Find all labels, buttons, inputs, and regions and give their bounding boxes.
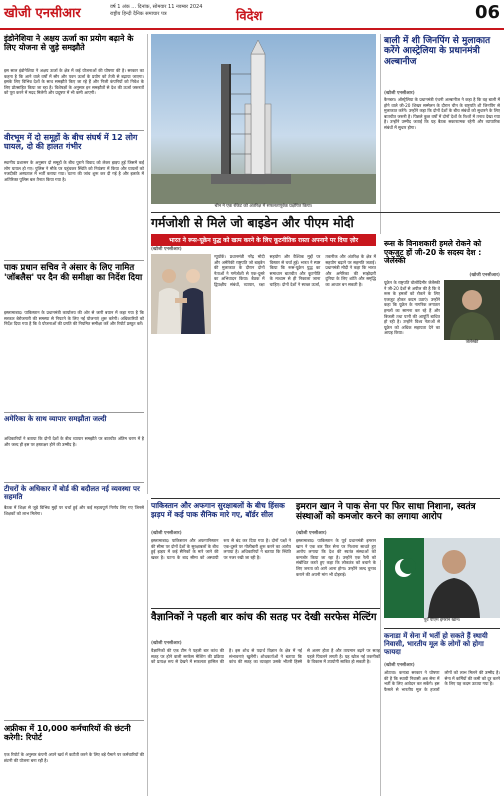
article-body-science: वैज्ञानिकों की एक टीम ने पहली बार कांच की सतह पर होने वाली सरफेस मेल्टिंग की प्रक्रिया को प्रत्यक्ष रूप से देखने में सफलता हासिल की है। इस शोध से पदार्थ विज्ञान के क्षेत्र में नई संभावनाएं खुलेंगी। शोधकर्ताओं ने बताया कि कांच की सतह का व्यवहार उसके भीतरी हिस्से से अलग होता है और तापमान बढ़ने पर सतह पहले पिघलने लगती है। यह खोज नई तकनीकों के विकास में उपयोगी साबित हो सकती है। bbox=[151, 648, 380, 665]
headline-pakistan-strike: पाकिस्तान और अफगान सुरक्षाबलों के बीच हिंसक झड़प में कई पाक सैनिक मारे गए, बॉर्डर सील bbox=[151, 501, 285, 519]
headline-tax: टीचरों के अधिकार में बोर्ड की बदौलत नई व्यवस्था पर सहमति bbox=[4, 485, 140, 502]
article-body-india-us: इस साल इंडोनेशिया ने अक्षय ऊर्जा के क्षेत्र में कई योजनाओं की घोषणा की है। सरकार का कहना है कि आने वाले वर्षों में सौर और पवन ऊर्जा के प्रयोग को तेजी से बढ़ाया जाएगा। इसके लिए विभिन्न देशों के साथ समझौते किए जा रहे हैं और निजी कंपनियों को निवेश के लिए प्रोत्साहित किया जा रहा है। विशेषज्ञों के अनुसार इन समझौतों से देश की ऊर्जा जरूरतों को पूरा करने में मदद मिलेगी और प्रदूषण में भी कमी आएगी। bbox=[4, 68, 144, 96]
article-body-canada: ओटावा। कनाडा सरकार ने घोषणा की है कि स्थायी निवासी अब सेना में भर्ती के लिए आवेदन कर सकेंगे। इस फैसले से भारतीय मूल के हजारों लोगों को लाभ मिलने की उम्मीद है। सेना में कर्मियों की कमी को दूर करने के लिए यह कदम उठाया गया है। bbox=[384, 670, 500, 692]
divider bbox=[151, 498, 500, 499]
imran-khan-photo bbox=[384, 538, 500, 618]
edition-text: राष्ट्रीय हिन्दी दैनिक समाचार पत्र bbox=[110, 11, 167, 17]
dateline-text: वर्ष 1 अंक ... दिनांक, सोमवार 11 नवम्बर 2024 bbox=[110, 4, 203, 10]
column-divider bbox=[147, 34, 148, 494]
byline-pakistan-strike: (खोजी एनसीआर) bbox=[151, 531, 182, 536]
article-body-us-polls: अधिकारियों ने बताया कि दोनों देशों के बीच व्यापार समझौते पर बातचीत अंतिम चरण में है और जल्द ही इस पर हस्ताक्षर होने की उम्मीद है। bbox=[4, 436, 144, 447]
masthead bbox=[0, 0, 504, 30]
article-body-zelensky: यूक्रेन के राष्ट्रपति वोलोदिमीर जेलेंस्की ने जी-20 देशों से अपील की है कि वे रूस के हमलों को रोकने के लिए एकजुट होकर कदम उठाएं। उन्होंने कहा कि यूक्रेन के नागरिक लगातार हमलों का सामना कर रहे हैं और बिजली तथा पानी की आपूर्ति बाधित हो रही है। उन्होंने विश्व नेताओं से यूक्रेन को अधिक सहायता देने का आग्रह किया। bbox=[384, 280, 440, 336]
headline-jobs: अफ्रीका में 10,000 कर्मचारियों की छंटनी करेगी: रिपोर्ट bbox=[4, 724, 131, 743]
dateline bbox=[110, 4, 250, 18]
imran-photo-caption: पूर्व पीएम इमरान खान। bbox=[384, 618, 500, 624]
headline-us-polls: अमेरिका के साथ व्यापार समझौता जल्दी bbox=[4, 415, 107, 423]
column-divider bbox=[147, 500, 148, 796]
column-divider bbox=[380, 560, 381, 796]
byline-xi-bali: (खोजी एनसीआर) bbox=[384, 91, 415, 96]
headline-science: वैज्ञानिकों ने पहली बार कांच की सतह पर देखी सरफेस मेल्टिंग bbox=[151, 612, 377, 623]
zelensky-photo bbox=[444, 280, 500, 340]
byline-zelensky: (खोजी एनसीआर) bbox=[469, 273, 500, 278]
headline-xi-bali: बाली में शी जिनपिंग से मुलाकात करेंगे आस्ट्रेलिया के प्रधानमंत्री अल्बानीज bbox=[384, 36, 491, 67]
headline-modi-biden: गर्मजोशी से मिले जो बाइडेन और पीएम मोदी bbox=[151, 215, 354, 230]
column-divider bbox=[380, 34, 381, 234]
divider bbox=[4, 482, 144, 483]
article-body-fire: स्थानीय प्रशासन के अनुसार दो समूहों के बीच पुराने विवाद को लेकर झड़प हुई जिसमें कई लोग घायल हो गए। पुलिस ने मौके पर पहुंचकर स्थिति को नियंत्रण में किया और घायलों को नजदीकी अस्पताल में भर्ती कराया गया। घटना की जांच शुरू कर दी गई है और इलाके में अतिरिक्त पुलिस बल तैनात किया गया है। bbox=[4, 160, 144, 182]
divider bbox=[4, 412, 144, 413]
headline-zelensky: रूस के विनाशकारी हमले रोकने को एकजुट हों जी-20 के सदस्य देश : जेलेंस्की bbox=[384, 239, 482, 266]
page-number: 06 bbox=[474, 2, 500, 23]
modi-biden-illustration bbox=[151, 254, 211, 334]
article-body-pakistan-gov: इस्लामाबाद। पाकिस्तान के प्रधानमंत्री कार्यालय की ओर से जारी बयान में कहा गया है कि सरकार बेरोजगारी की समस्या से निपटने के लिए नई योजनाएं शुरू करेगी। अधिकारियों को निर्देश दिया गया है कि वे योजनाओं की प्रगति की नियमित समीक्षा करें और रिपोर्ट प्रस्तुत करें। bbox=[4, 310, 144, 327]
headline-pakistan-gov: पाक प्रधान सचिव ने अंसार के लिए नामित 'जॉबलैस' पर दैन की समीक्षा का निर्देश दिया bbox=[4, 263, 143, 283]
rocket-photo-caption: चीन ने एक रॉकेट को अंतरिक्ष में सफलतापूर्वक प्रक्षेपित किया। bbox=[151, 204, 376, 210]
article-body-imran: इस्लामाबाद। पाकिस्तान के पूर्व प्रधानमंत्री इमरान खान ने एक बार फिर सेना पर निशाना साधते हुए आरोप लगाया कि देश की स्वतंत्र संस्थाओं को कमजोर किया जा रहा है। उन्होंने एक रैली को संबोधित करते हुए कहा कि लोकतंत्र को बचाने के लिए जनता को आगे आना होगा। उन्होंने जल्द चुनाव कराने की अपनी मांग भी दोहराई। bbox=[296, 538, 376, 577]
divider bbox=[4, 720, 144, 721]
byline-modi-biden: (खोजी एनसीआर) bbox=[151, 247, 182, 252]
divider bbox=[151, 212, 500, 213]
subhead-modi-biden: भारत ने रूस-यूक्रेन युद्ध को खत्म करने के लिए कूटनीतिक रास्ता अपनाने पर दिया ज़ोर bbox=[151, 234, 376, 246]
headline-imran: इमरान खान ने पाक सेना पर फिर साधा निशाना, स्वतंत्र संस्थाओं को कमजोर करने का लगाया आरोप bbox=[296, 502, 476, 523]
imran-khan-illustration bbox=[384, 538, 500, 618]
rocket-illustration bbox=[151, 34, 376, 204]
byline-canada: (खोजी एनसीआर) bbox=[384, 663, 415, 668]
article-body-jobs: एक रिपोर्ट के अनुसार कंपनी अपने खर्च में कटौती करने के लिए बड़े पैमाने पर कर्मचारियों की छंटनी की योजना बना रही है। bbox=[4, 752, 144, 763]
rocket-launch-photo bbox=[151, 34, 376, 204]
byline-imran: (खोजी एनसीआर) bbox=[296, 531, 327, 536]
article-body-xi-bali: कैनबरा। ऑस्ट्रेलिया के प्रधानमंत्री एंथनी अल्बानीज ने कहा है कि वह बाली में होने वाले जी-20 शिखर सम्मेलन के दौरान चीन के राष्ट्रपति शी जिनपिंग से मुलाकात करेंगे। उन्होंने कहा कि दोनों देशों के बीच संबंधों को सुधारने के लिए बातचीत जरूरी है। पिछले कुछ वर्षों में दोनों देशों के रिश्तों में तनाव देखा गया है। उन्होंने उम्मीद जताई कि यह बैठक सकारात्मक रहेगी और व्यापारिक संबंधों में सुधार होगा। bbox=[384, 97, 500, 130]
article-body-tax: बैठक में शिक्षा से जुड़े विभिन्न मुद्दों पर चर्चा हुई और कई महत्वपूर्ण निर्णय लिए गए जिनसे शिक्षकों को लाभ मिलेगा। bbox=[4, 505, 144, 516]
newspaper-brand: खोजी एनसीआर bbox=[4, 6, 81, 21]
headline-india-us: इंडोनेशिया ने अक्षय ऊर्जा का प्रयोग बढ़ाने के लिए योजना से जुड़े समझौते bbox=[4, 34, 134, 53]
divider bbox=[384, 628, 500, 629]
divider bbox=[4, 130, 144, 131]
article-body-modi-biden: न्यूयॉर्क। प्रधानमंत्री नरेंद्र मोदी और अमेरिकी राष्ट्रपति जो बाइडेन की मुलाकात के दौरान दोनों नेताओं ने गर्मजोशी से एक-दूसरे का अभिवादन किया। बैठक में द्विपक्षीय संबंधों, व्यापार, रक्षा सहयोग और वैश्विक मुद्दों पर विस्तार से चर्चा हुई। भारत ने स्पष्ट किया कि रूस-यूक्रेन युद्ध का समाधान बातचीत और कूटनीति के माध्यम से ही निकाला जाना चाहिए। दोनों देशों ने स्वच्छ ऊर्जा, तकनीक और अंतरिक्ष के क्षेत्र में सहयोग बढ़ाने पर सहमति जताई। प्रधानमंत्री मोदी ने कहा कि भारत और अमेरिका की साझेदारी दुनिया के लिए शांति और समृद्धि का आधार बन सकती है। bbox=[214, 254, 376, 287]
section-title: विदेश bbox=[236, 9, 263, 24]
byline-science: (खोजी एनसीआर) bbox=[151, 641, 182, 646]
article-body-pakistan-strike: इस्लामाबाद। पाकिस्तान और अफगानिस्तान की सीमा पर दोनों देशों के सुरक्षाबलों के बीच हुई झड़प में कई सैनिकों के मारे जाने की खबर है। घटना के बाद सीमा को अस्थायी रूप से बंद कर दिया गया है। दोनों पक्षों ने एक-दूसरे पर गोलीबारी शुरू करने का आरोप लगाया है। अधिकारियों ने बताया कि स्थिति पर नजर रखी जा रही है। bbox=[151, 538, 291, 560]
divider bbox=[4, 260, 144, 261]
headline-fire: वीरभूम में दो समूहों के बीच संघर्ष में 12 लोग घायल, दो की हालत गंभीर bbox=[4, 133, 138, 152]
zelensky-photo-caption: जेलेंस्की bbox=[444, 340, 500, 346]
headline-canada: कनाडा में सेना में भर्ती हो सकते हैं स्थायी निवासी, भारतीय मूल के लोगों को होगा फायदा bbox=[384, 632, 488, 657]
zelensky-illustration bbox=[444, 280, 500, 340]
modi-biden-photo bbox=[151, 254, 211, 334]
divider bbox=[151, 608, 380, 609]
